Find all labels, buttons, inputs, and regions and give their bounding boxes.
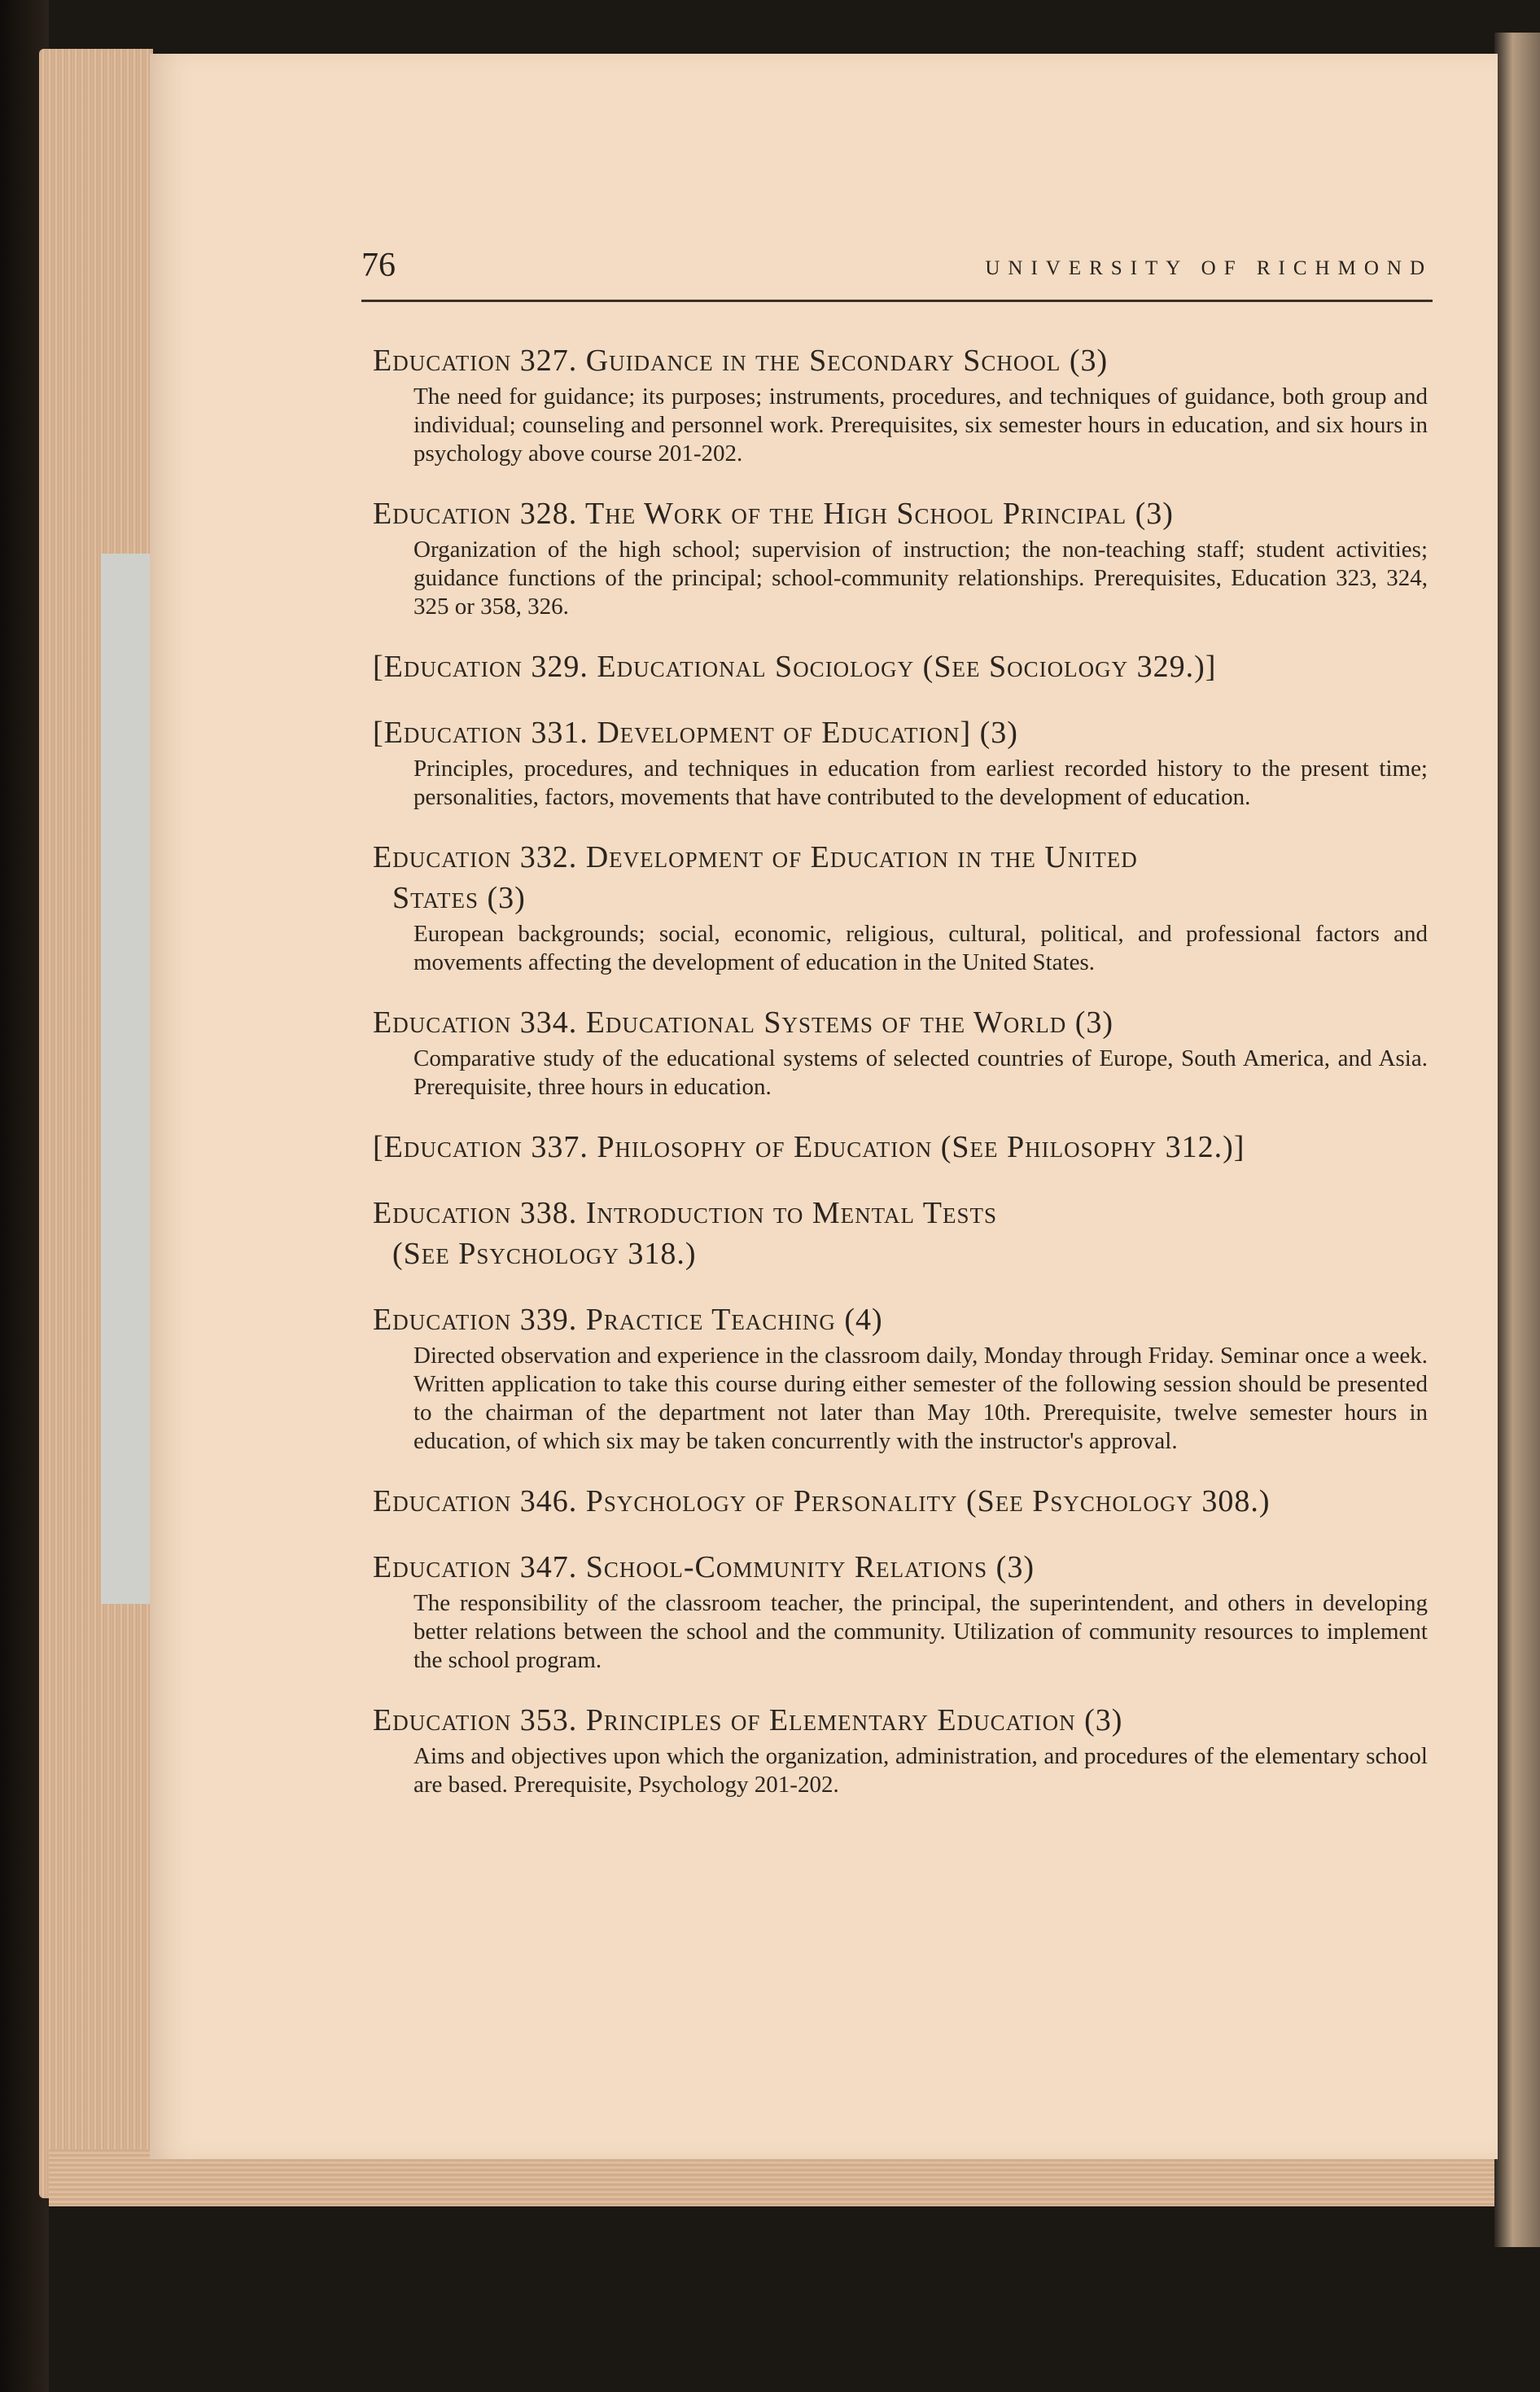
- course-description: Directed observation and experience in the classroom daily, Monday through Friday. Seminar once a week. Written application to take this course during either semester of the following session should be presented to the chairman of the department not later than May 10th. Prerequisite, twelve semester hours in education, of which six may be taken concurrently with the instructor's approval.: [413, 1343, 1428, 1454]
- course-title: Education 327. Guidance in the Secondary School (3): [373, 344, 1109, 378]
- course-description: Principles, procedures, and techniques in education from earliest recorded history to the present time; personalities, factors, movements that have contributed to the development of education.: [413, 756, 1428, 810]
- facing-page-edge: [1494, 33, 1540, 2247]
- course-list: [373, 340, 1428, 1825]
- course-entry: [373, 1193, 1428, 1274]
- course-entry: [373, 1127, 1428, 1168]
- course-description: European backgrounds; social, economic, religious, cultural, political, and professional factors and movements affecting the development of education in the United States.: [413, 921, 1428, 975]
- page-tab: [101, 554, 150, 1604]
- course-title: Education 353. Principles of Elementary Education (3): [373, 1703, 1123, 1737]
- course-description: The need for guidance; its purposes; instruments, procedures, and techniques of guidance, both group and individual; counseling and personnel work. Prerequisites, six semester hours in education, and six hours in psychology above course 201-202.: [413, 383, 1428, 467]
- course-entry: [373, 493, 1428, 621]
- course-title: Education 328. The Work of the High School Principal (3): [373, 497, 1174, 531]
- course-title: Education 338. Introduction to Mental Tests: [373, 1196, 997, 1230]
- course-title: Education 339. Practice Teaching (4): [373, 1303, 883, 1337]
- course-entry: [373, 1481, 1428, 1522]
- course-description: Comparative study of the educational systems of selected countries of Europe, South America, and Asia. Prerequisite, three hours in education.: [413, 1045, 1428, 1100]
- running-head: UNIVERSITY OF RICHMOND: [985, 257, 1433, 279]
- course-entry: [373, 712, 1428, 812]
- course-title: [Education 331. Development of Education] (3): [373, 716, 1018, 750]
- course-entry: [373, 646, 1428, 687]
- course-entry: [373, 837, 1428, 977]
- course-description: Organization of the high school; supervision of instruction; the non-teaching staff; student activities; guidance functions of the principal; school-community relationships. Prerequisites, Education 323, 324, 325 or 358, 326.: [413, 537, 1428, 620]
- course-title: [Education 337. Philosophy of Education (See Philosophy 312.)]: [373, 1130, 1245, 1164]
- course-entry: [373, 1299, 1428, 1456]
- page-number: 76: [361, 247, 396, 284]
- course-entry: [373, 1700, 1428, 1799]
- course-title: Education 332. Development of Education in the United: [373, 840, 1138, 874]
- course-title-continued: States (3): [392, 881, 526, 915]
- course-title: Education 334. Educational Systems of the World (3): [373, 1005, 1114, 1040]
- page-header: [361, 246, 1433, 302]
- course-entry: [373, 340, 1428, 468]
- course-entry: [373, 1002, 1428, 1102]
- course-title-continued: (See Psychology 318.): [392, 1237, 697, 1271]
- course-description: Aims and objectives upon which the organization, administration, and procedures of the elementary school are based. Prerequisite, Psychology 201-202.: [413, 1743, 1428, 1798]
- course-title: Education 346. Psychology of Personality (See Psychology 308.): [373, 1484, 1271, 1518]
- course-title: Education 347. School-Community Relations (3): [373, 1550, 1035, 1584]
- course-description: The responsibility of the classroom teacher, the principal, the superintendent, and others in developing better relations between the school and the community. Utilization of community resources to implement the school program.: [413, 1590, 1428, 1673]
- course-title: [Education 329. Educational Sociology (See Sociology 329.)]: [373, 650, 1217, 684]
- course-entry: [373, 1547, 1428, 1675]
